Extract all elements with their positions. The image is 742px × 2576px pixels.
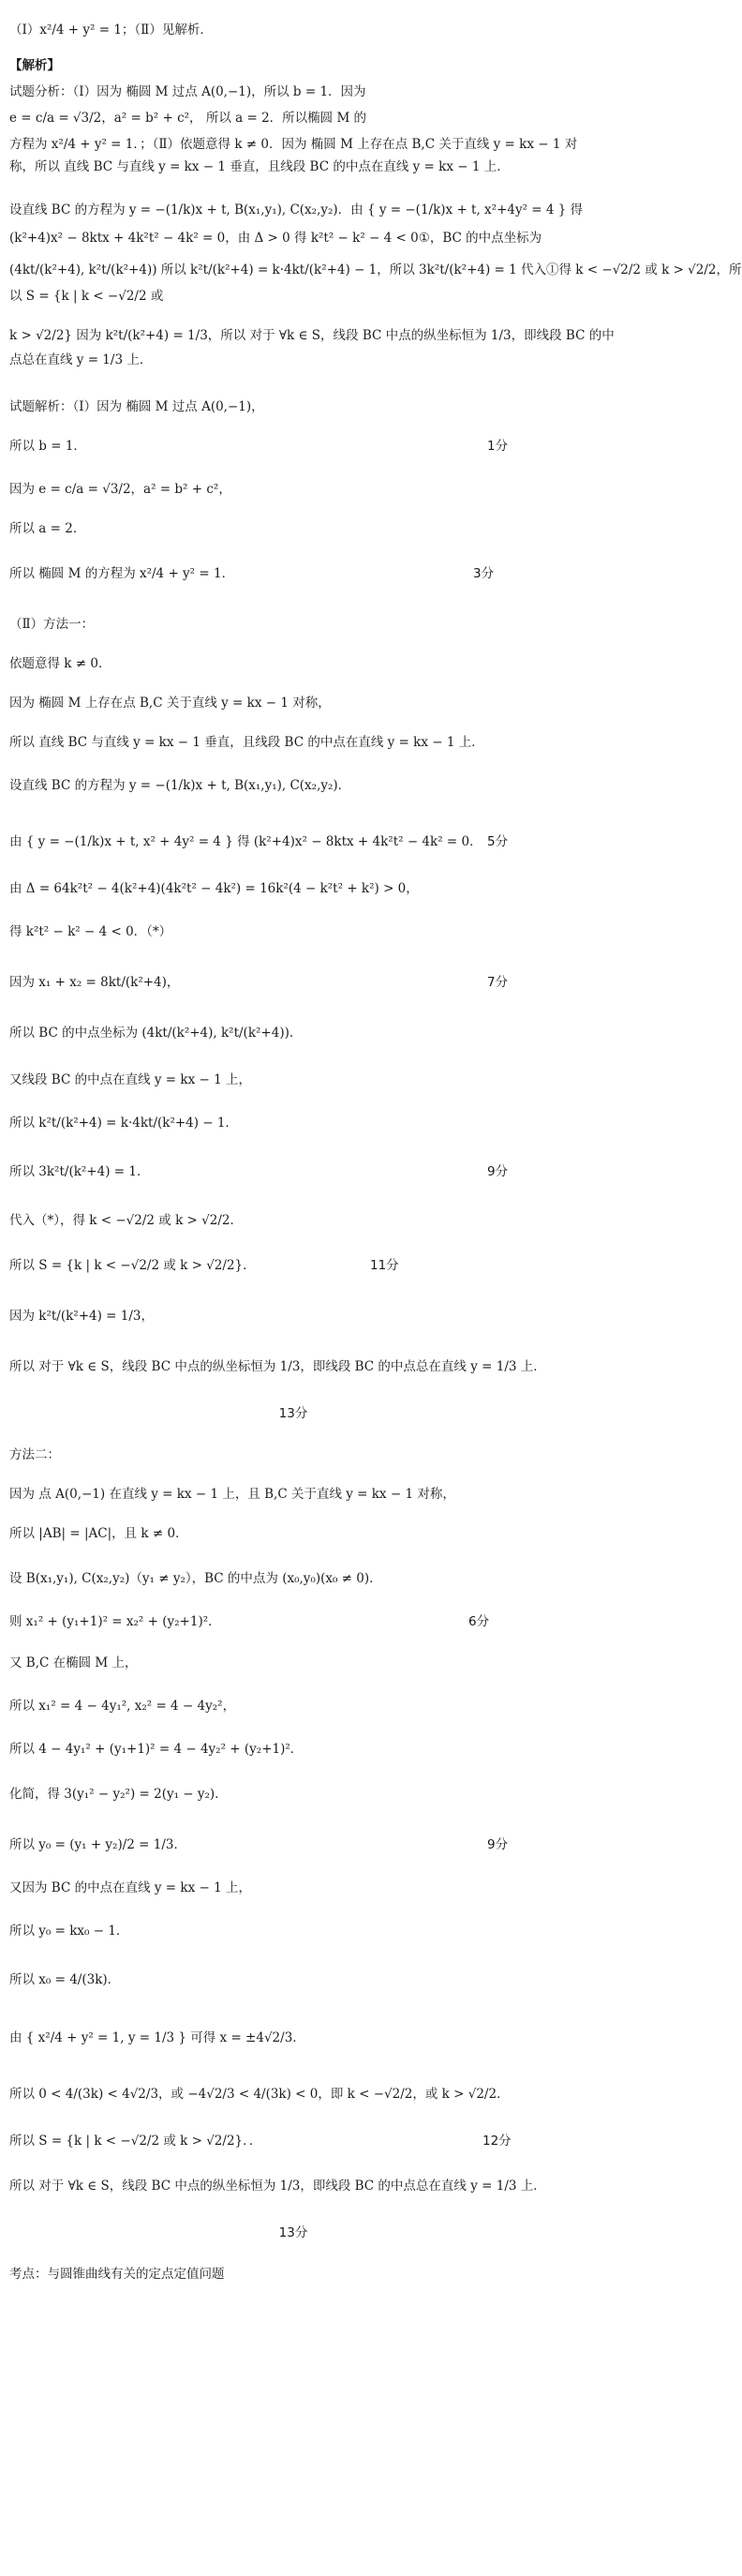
points-label: 6分 bbox=[468, 1614, 490, 1629]
detail-line: 所以 b = 1． 1分 bbox=[9, 439, 509, 454]
detail-line: 所以 椭圆 M 的方程为 x²/4 + y² = 1． 3分 bbox=[9, 566, 495, 581]
analysis-line: (k²+4)x² − 8ktx + 4k²t² − 4k² = 0，由 Δ > 0 得 k²t² − k² − 4 < 0①，BC 的中点坐标为 bbox=[9, 231, 542, 246]
points-label: 9分 bbox=[487, 1837, 509, 1852]
detail-line: 所以 x₁² = 4 − 4y₁², x₂² = 4 − 4y₂²， bbox=[9, 1699, 236, 1714]
detail-line: 得 k²t² − k² − 4 < 0．（*） bbox=[9, 924, 172, 939]
detail-line: 所以 k²t/(k²+4) = k·4kt/(k²+4) − 1． bbox=[9, 1116, 239, 1131]
detail-line: 方法二： bbox=[9, 1447, 60, 1462]
detail-line: 由 { x²/4 + y² = 1, y = 1/3 } 可得 x = ±4√2/3． bbox=[9, 2030, 305, 2045]
analysis-line: 试题分析：（Ⅰ）因为 椭圆 M 过点 A(0,−1)，所以 b = 1．因为 bbox=[9, 84, 366, 99]
detail-line: 因为 e = c/a = √3/2，a² = b² + c²， bbox=[9, 482, 231, 497]
answer-line: （Ⅰ）x²/4 + y² = 1；（Ⅱ）见解析． bbox=[9, 22, 213, 37]
detail-line: 试题解析：（Ⅰ）因为 椭圆 M 过点 A(0,−1)， bbox=[9, 399, 264, 414]
detail-line: 又因为 BC 的中点在直线 y = kx − 1 上， bbox=[9, 1880, 251, 1895]
detail-line: 所以 3k²t/(k²+4) = 1． 9分 bbox=[9, 1164, 509, 1179]
points-label: 7分 bbox=[487, 975, 509, 990]
detail-line: 考点：与圆锥曲线有关的定点定值问题 bbox=[9, 2267, 225, 2282]
analysis-line: 点总在直线 y = 1/3 上． bbox=[9, 352, 153, 367]
score-marker: 13分 bbox=[278, 2225, 308, 2240]
score-marker: 13分 bbox=[278, 1406, 308, 1421]
detail-line: 因为 x₁ + x₂ = 8kt/(k²+4)， 7分 bbox=[9, 975, 509, 990]
detail-line: 所以 对于 ∀k ∈ S，线段 BC 中点的纵坐标恒为 1/3，即线段 BC 的中点总在直线 y = 1/3 上． bbox=[9, 1359, 546, 1374]
points-label: 11分 bbox=[370, 1258, 399, 1273]
detail-block bbox=[9, 397, 577, 2284]
points-label: 3分 bbox=[473, 566, 495, 581]
analysis-line: 以 S = {k | k < −√2/2 或 bbox=[9, 289, 164, 304]
points-label: 12分 bbox=[482, 2134, 512, 2149]
detail-line: 又 B,C 在椭圆 M 上， bbox=[9, 1655, 138, 1670]
analysis-line: 方程为 x²/4 + y² = 1．；（Ⅱ）依题意得 k ≠ 0．因为 椭圆 M 上存在点 B,C 关于直线 y = kx − 1 对 bbox=[9, 137, 578, 152]
detail-line: 所以 对于 ∀k ∈ S，线段 BC 中点的纵坐标恒为 1/3，即线段 BC 的中点总在直线 y = 1/3 上． bbox=[9, 2179, 546, 2194]
detail-line: 又线段 BC 的中点在直线 y = kx − 1 上， bbox=[9, 1072, 251, 1087]
detail-line: 所以 S = {k | k < −√2/2 或 k > √2/2}．． 12分 bbox=[9, 2134, 512, 2149]
detail-line: 所以 S = {k | k < −√2/2 或 k > √2/2}． 11分 bbox=[9, 1258, 399, 1273]
detail-line: 所以 BC 的中点坐标为 (4kt/(k²+4), k²t/(k²+4))． bbox=[9, 1026, 303, 1041]
analysis-line: 设直线 BC 的方程为 y = −(1/k)x + t, B(x₁,y₁), C(x₂,y₂)．由 { y = −(1/k)x + t, x²+4y² = 4 } 得 bbox=[9, 202, 584, 217]
detail-line: 代入（*），得 k < −√2/2 或 k > √2/2． bbox=[9, 1213, 243, 1228]
detail-line: 化简，得 3(y₁² − y₂²) = 2(y₁ − y₂)． bbox=[9, 1787, 228, 1802]
detail-line: 所以 0 < 4/(3k) < 4√2/3，或 −4√2/3 < 4/(3k) < 0，即 k < −√2/2，或 k > √2/2． bbox=[9, 2087, 510, 2102]
detail-line: （Ⅱ）方法一： bbox=[9, 617, 95, 632]
detail-line: 所以 直线 BC 与直线 y = kx − 1 垂直，且线段 BC 的中点在直线 y = kx − 1 上． bbox=[9, 735, 484, 750]
detail-line: 所以 y₀ = (y₁ + y₂)/2 = 1/3． 9分 bbox=[9, 1837, 509, 1852]
detail-line: 所以 y₀ = kx₀ − 1． bbox=[9, 1924, 129, 1939]
detail-line: 由 Δ = 64k²t² − 4(k²+4)(4k²t² − 4k²) = 16k²(4 − k²t² + k²) > 0， bbox=[9, 881, 419, 896]
analysis-line: 称，所以 直线 BC 与直线 y = kx − 1 垂直，且线段 BC 的中点在直线 y = kx − 1 上． bbox=[9, 159, 510, 174]
points-label: 5分 bbox=[487, 834, 509, 849]
detail-line: 则 x₁² + (y₁+1)² = x₂² + (y₂+1)²． 6分 bbox=[9, 1614, 490, 1629]
detail-line: 依题意得 k ≠ 0． bbox=[9, 656, 111, 671]
points-label: 1分 bbox=[487, 439, 509, 454]
analysis-block bbox=[9, 82, 742, 369]
detail-line: 所以 a = 2． bbox=[9, 521, 86, 536]
analysis-line: e = c/a = √3/2，a² = b² + c²， 所以 a = 2．所以椭圆 M 的 bbox=[9, 111, 367, 126]
section-label: 【解析】 bbox=[9, 58, 60, 73]
points-label: 9分 bbox=[487, 1164, 509, 1179]
detail-line: 因为 椭圆 M 上存在点 B,C 关于直线 y = kx − 1 对称， bbox=[9, 696, 331, 711]
detail-line: 所以 x₀ = 4/(3k)． bbox=[9, 1972, 121, 1987]
detail-line: 因为 k²t/(k²+4) = 1/3， bbox=[9, 1309, 155, 1324]
analysis-line: (4kt/(k²+4), k²t/(k²+4)) 所以 k²t/(k²+4) = k·4kt/(k²+4) − 1，所以 3k²t/(k²+4) = 1 代入①得 k < −√2/2 或 k > √2/2，所 bbox=[9, 262, 742, 277]
detail-line: 因为 点 A(0,−1) 在直线 y = kx − 1 上，且 B,C 关于直线 y = kx − 1 对称， bbox=[9, 1487, 455, 1502]
detail-line: 所以 4 − 4y₁² + (y₁+1)² = 4 − 4y₂² + (y₂+1)²． bbox=[9, 1742, 304, 1757]
detail-line: 设直线 BC 的方程为 y = −(1/k)x + t, B(x₁,y₁), C(x₂,y₂)． bbox=[9, 778, 351, 793]
analysis-line: k > √2/2} 因为 k²t/(k²+4) = 1/3，所以 对于 ∀k ∈ S，线段 BC 中点的纵坐标恒为 1/3，即线段 BC 的中 bbox=[9, 328, 615, 343]
detail-line: 设 B(x₁,y₁), C(x₂,y₂)（y₁ ≠ y₂），BC 的中点为 (x₀,y₀)(x₀ ≠ 0)． bbox=[9, 1571, 382, 1586]
detail-line: 所以 |AB| = |AC|，且 k ≠ 0． bbox=[9, 1526, 188, 1541]
detail-line: 由 { y = −(1/k)x + t, x² + 4y² = 4 } 得 (k²+4)x² − 8ktx + 4k²t² − 4k² = 0． 5分 bbox=[9, 834, 509, 849]
